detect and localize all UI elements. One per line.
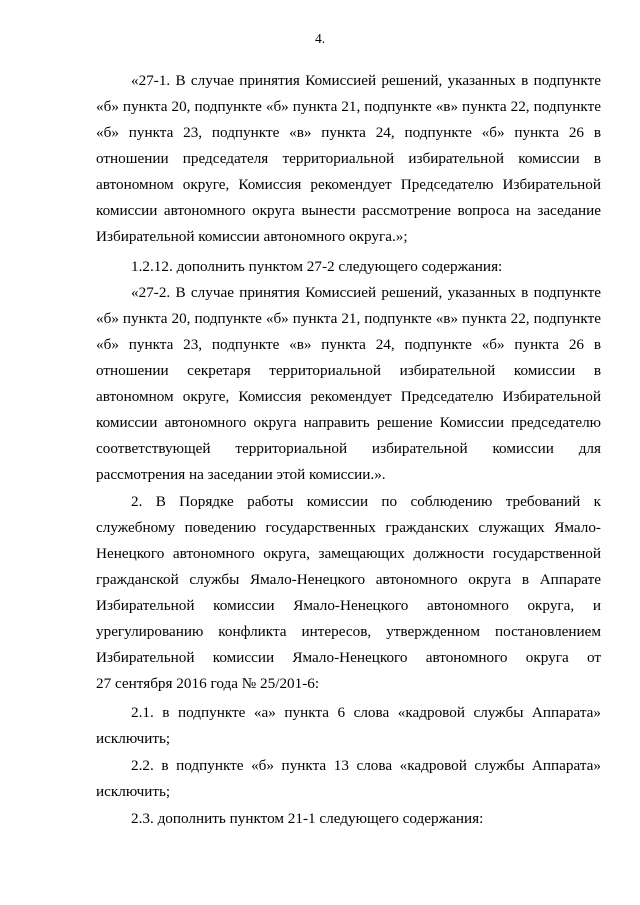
text-line: урегулированию конфликта интересов, утвержденном постановлением [96, 623, 601, 640]
text-line: исключить; [96, 783, 171, 800]
page-number: 4. [314, 31, 326, 46]
text-line: «б» пункта 20, подпункте «б» пункта 21, подпункте «в» пункта 22, подпункте [96, 310, 601, 327]
text-line: Избирательной комиссии Ямало-Ненецкого автономного округа от [96, 649, 601, 666]
text-line: 2.1. в подпункте «а» пункта 6 слова «кадровой службы Аппарата» [131, 704, 601, 721]
text-line: «27-1. В случае принятия Комиссией решений, указанных в подпункте [131, 72, 601, 89]
text-line: «27-2. В случае принятия Комиссией решений, указанных в подпункте [131, 284, 601, 301]
text-line: 27 сентября 2016 года № 25/201-6: [96, 675, 320, 692]
text-line: исключить; [96, 730, 171, 747]
text-line: соответствующей территориальной избирательной комиссии для [96, 440, 601, 457]
text-line: 1.2.12. дополнить пунктом 27-2 следующего содержания: [131, 258, 503, 275]
text-line: 2.3. дополнить пунктом 21-1 следующего содержания: [131, 810, 484, 827]
text-line: комиссии автономного округа направить решение Комиссии председателю [96, 414, 601, 431]
text-line: 2.2. в подпункте «б» пункта 13 слова «кадровой службы Аппарата» [131, 757, 601, 774]
text-line: рассмотрения на заседании этой комиссии.». [96, 466, 386, 483]
text-line: «б» пункта 23, подпункте «в» пункта 24, подпункте «б» пункта 26 в [96, 336, 601, 353]
text-line: служебному поведению государственных гражданских служащих Ямало- [96, 519, 601, 536]
text-line: 2. В Порядке работы комиссии по соблюдению требований к [131, 493, 601, 510]
text-line: «б» пункта 20, подпункте «б» пункта 21, подпункте «в» пункта 22, подпункте [96, 98, 601, 115]
text-line: автономном округе, Комиссия рекомендует Председателю Избирательной [96, 176, 601, 193]
text-line: «б» пункта 23, подпункте «в» пункта 24, подпункте «б» пункта 26 в [96, 124, 601, 141]
text-line: Избирательной комиссии Ямало-Ненецкого автономного округа, и [96, 597, 601, 614]
text-line: отношении секретаря территориальной избирательной комиссии в [96, 362, 601, 379]
text-line: комиссии автономного округа вынести рассмотрение вопроса на заседание [96, 202, 601, 219]
text-line: гражданской службы Ямало-Ненецкого автономного округа в Аппарате [96, 571, 601, 588]
text-line: отношении председателя территориальной избирательной комиссии в [96, 150, 601, 167]
text-line: автономном округе, Комиссия рекомендует Председателю Избирательной [96, 388, 601, 405]
text-line: Избирательной комиссии автономного округа.»; [96, 228, 408, 245]
text-line: Ненецкого автономного округа, замещающих должности государственной [96, 545, 601, 562]
